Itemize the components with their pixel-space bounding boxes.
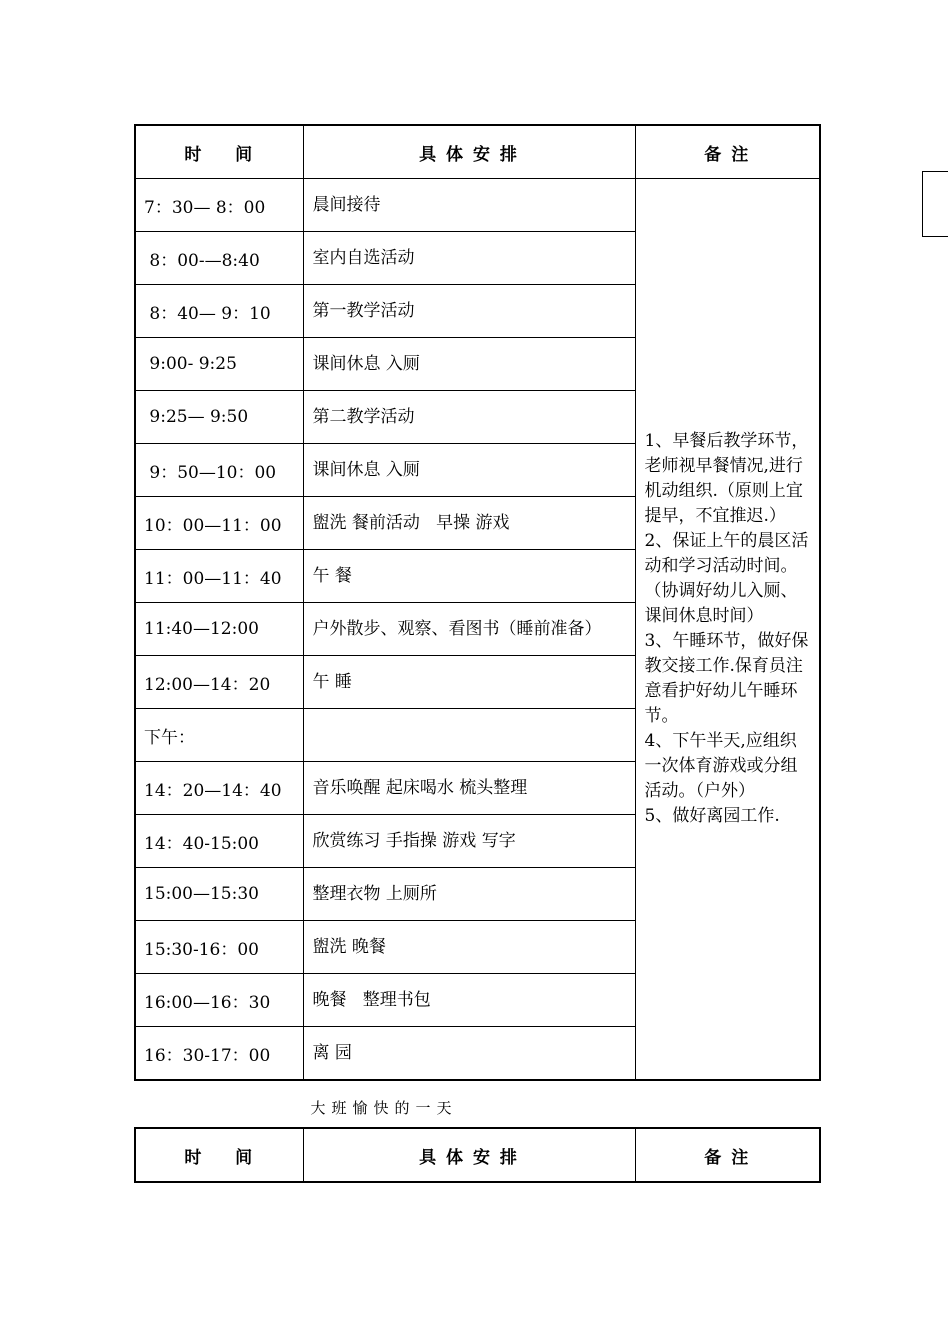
time-cell: 15:00—15:30 (135, 868, 303, 921)
header-activity: 具 体 安 排 (303, 125, 635, 179)
note-item: 2、保证上午的晨区活动和学习活动时间。（协调好幼儿入厕、课间休息时间） (644, 531, 809, 626)
activity-cell: 盥洗 晚餐 (303, 921, 635, 974)
activity-cell: 离 园 (303, 1027, 635, 1081)
activity-cell: 晨间接待 (303, 179, 635, 232)
activity-cell: 第一教学活动 (303, 285, 635, 338)
note-item: 4、下午半天,应组织一次体育游戏或分组活动。（户外） (644, 731, 798, 801)
time-cell: 7：30— 8：00 (135, 179, 303, 232)
time-cell: 9：50—10：00 (135, 444, 303, 497)
activity-cell: 盥洗 餐前活动 早操 游戏 (303, 497, 635, 550)
table-row (135, 179, 820, 232)
time-cell: 11：00—11：40 (135, 550, 303, 603)
notes-cell (635, 179, 820, 1081)
time-cell: 9:00- 9:25 (135, 338, 303, 391)
activity-cell: 课间休息 入厕 (303, 338, 635, 391)
time-cell: 8：40— 9：10 (135, 285, 303, 338)
time-cell: 10：00—11：00 (135, 497, 303, 550)
note-item: 1、早餐后教学环节，老师视早餐情况,进行机动组织.（原则上宜提早，不宜推迟.） (644, 431, 809, 526)
header-row (135, 1128, 820, 1182)
header-activity: 具 体 安 排 (303, 1128, 635, 1182)
page-edge-tab (922, 171, 948, 237)
second-schedule-table (134, 1127, 821, 1183)
note-item: 3、午睡环节，做好保教交接工作.保育员注意看护好幼儿午睡环节。 (644, 631, 809, 726)
header-notes: 备 注 (635, 125, 820, 179)
header-time: 时 间 (135, 125, 303, 179)
schedule-table (134, 124, 821, 1081)
activity-cell: 晚餐 整理书包 (303, 974, 635, 1027)
activity-cell: 午 餐 (303, 550, 635, 603)
time-cell: 12:00—14：20 (135, 656, 303, 709)
note-item: 5、做好离园工作. (644, 806, 780, 826)
activity-cell: 整理衣物 上厕所 (303, 868, 635, 921)
time-cell: 16:00—16：30 (135, 974, 303, 1027)
header-notes: 备 注 (635, 1128, 820, 1182)
time-cell: 16：30-17：00 (135, 1027, 303, 1081)
activity-cell: 第二教学活动 (303, 391, 635, 444)
time-cell: 8：00-—8:40 (135, 232, 303, 285)
time-cell: 14：20—14：40 (135, 762, 303, 815)
header-time: 时 间 (135, 1128, 303, 1182)
activity-cell (303, 709, 635, 762)
time-cell: 11:40—12:00 (135, 603, 303, 656)
activity-cell: 音乐唤醒 起床喝水 梳头整理 (303, 762, 635, 815)
time-cell: 14：40-15:00 (135, 815, 303, 868)
activity-cell: 欣赏练习 手指操 游戏 写字 (303, 815, 635, 868)
time-cell: 15:30-16：00 (135, 921, 303, 974)
activity-cell: 室内自选活动 (303, 232, 635, 285)
header-row (135, 125, 820, 179)
time-cell: 9:25— 9:50 (135, 391, 303, 444)
activity-cell: 午 睡 (303, 656, 635, 709)
section-label-afternoon: 下午： (135, 709, 303, 762)
table-caption: 大班愉快的一天 (310, 1099, 458, 1117)
activity-cell: 课间休息 入厕 (303, 444, 635, 497)
activity-cell: 户外散步、观察、看图书（睡前准备） (303, 603, 635, 656)
